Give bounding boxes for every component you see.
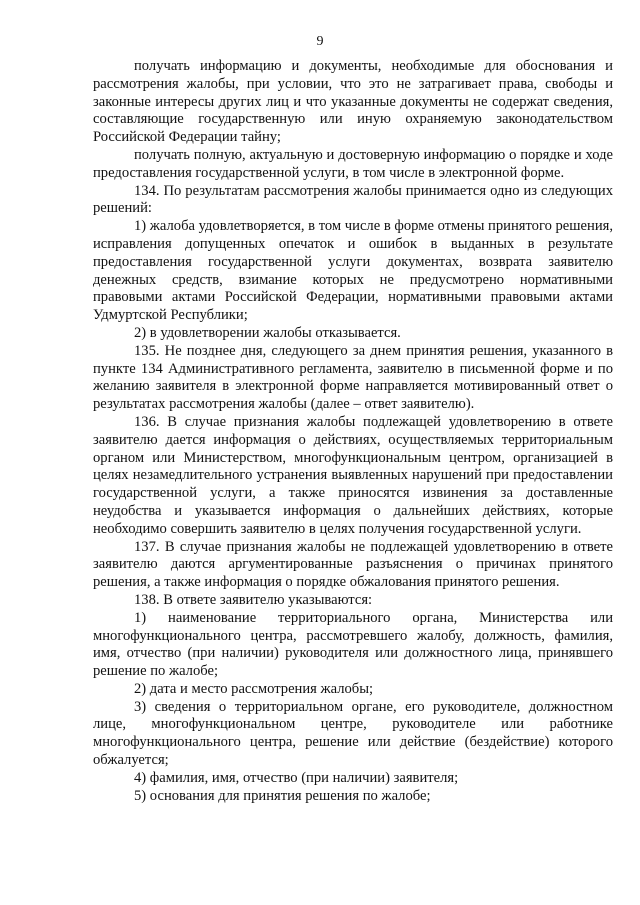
paragraph: 134. По результатам рассмотрения жалобы принимается одно из следующих решений: — [93, 182, 613, 217]
body-text — [93, 58, 613, 805]
page-number: 9 — [316, 34, 324, 49]
paragraph: 1) наименование территориального органа, Министерства или многофункционального центра, рассмотревшего жалобу, должность, фамилия, имя, отчество (при наличии) руководителя или должностного лица, принявшего решение по жалобе; — [93, 609, 613, 680]
paragraph: 2) дата и место рассмотрения жалобы; — [134, 680, 374, 697]
paragraph: 136. В случае признания жалобы подлежащей удовлетворению в ответе заявителю дается информация о действиях, осуществляемых территориальным органом или Министерством, многофункциональным центром, организацией в целях незамедлительного устранения выявленных нарушений при предоставлении государственной услуги, а также приносятся извинения за доставленные неудобства и указывается информация о дальнейших действиях, которые необходимо совершить заявителю в целях получения государственной услуги. — [93, 413, 613, 537]
paragraph: 4) фамилия, имя, отчество (при наличии) заявителя; — [134, 769, 459, 786]
paragraph: получать полную, актуальную и достоверную информацию о порядке и ходе предоставления государственной услуги, в том числе в электронной форме. — [93, 146, 613, 181]
paragraph: 5) основания для принятия решения по жалобе; — [134, 787, 431, 804]
paragraph: 137. В случае признания жалобы не подлежащей удовлетворению в ответе заявителю даются аргументированные разъяснения о причинах принятого решения, а также информация о порядке обжалования принятого решения. — [93, 538, 613, 591]
paragraph: 138. В ответе заявителю указываются: — [134, 591, 373, 608]
paragraph: 3) сведения о территориальном органе, его руководителе, должностном лице, многофункциональном центре, руководителе или работнике многофункционального центра, решение или действие (бездействие) которого обжалуется; — [93, 698, 613, 769]
paragraph: получать информацию и документы, необходимые для обоснования и рассмотрения жалобы, при условии, что это не затрагивает права, свободы и законные интересы других лиц и что указанные документы не содержат сведения, составляющие государственную или иную охраняемую законодательством Российской Федерации тайну; — [93, 58, 613, 146]
paragraph: 135. Не позднее дня, следующего за днем принятия решения, указанного в пункте 134 Административного регламента, заявителю в письменной форме и по желанию заявителя в электронной форме направляется мотивированный ответ о результатах рассмотрения жалобы (далее – ответ заявителю). — [93, 342, 613, 413]
paragraph: 2) в удовлетворении жалобы отказывается. — [134, 324, 401, 341]
paragraph: 1) жалоба удовлетворяется, в том числе в форме отмены принятого решения, исправления допущенных опечаток и ошибок в выданных в результате предоставления государственной услуги документах, возврата заявителю денежных средств, взимание которых не предусмотрено нормативными правовыми актами Российской Федерации, нормативными правовыми актами Удмуртской Республики; — [93, 218, 613, 324]
